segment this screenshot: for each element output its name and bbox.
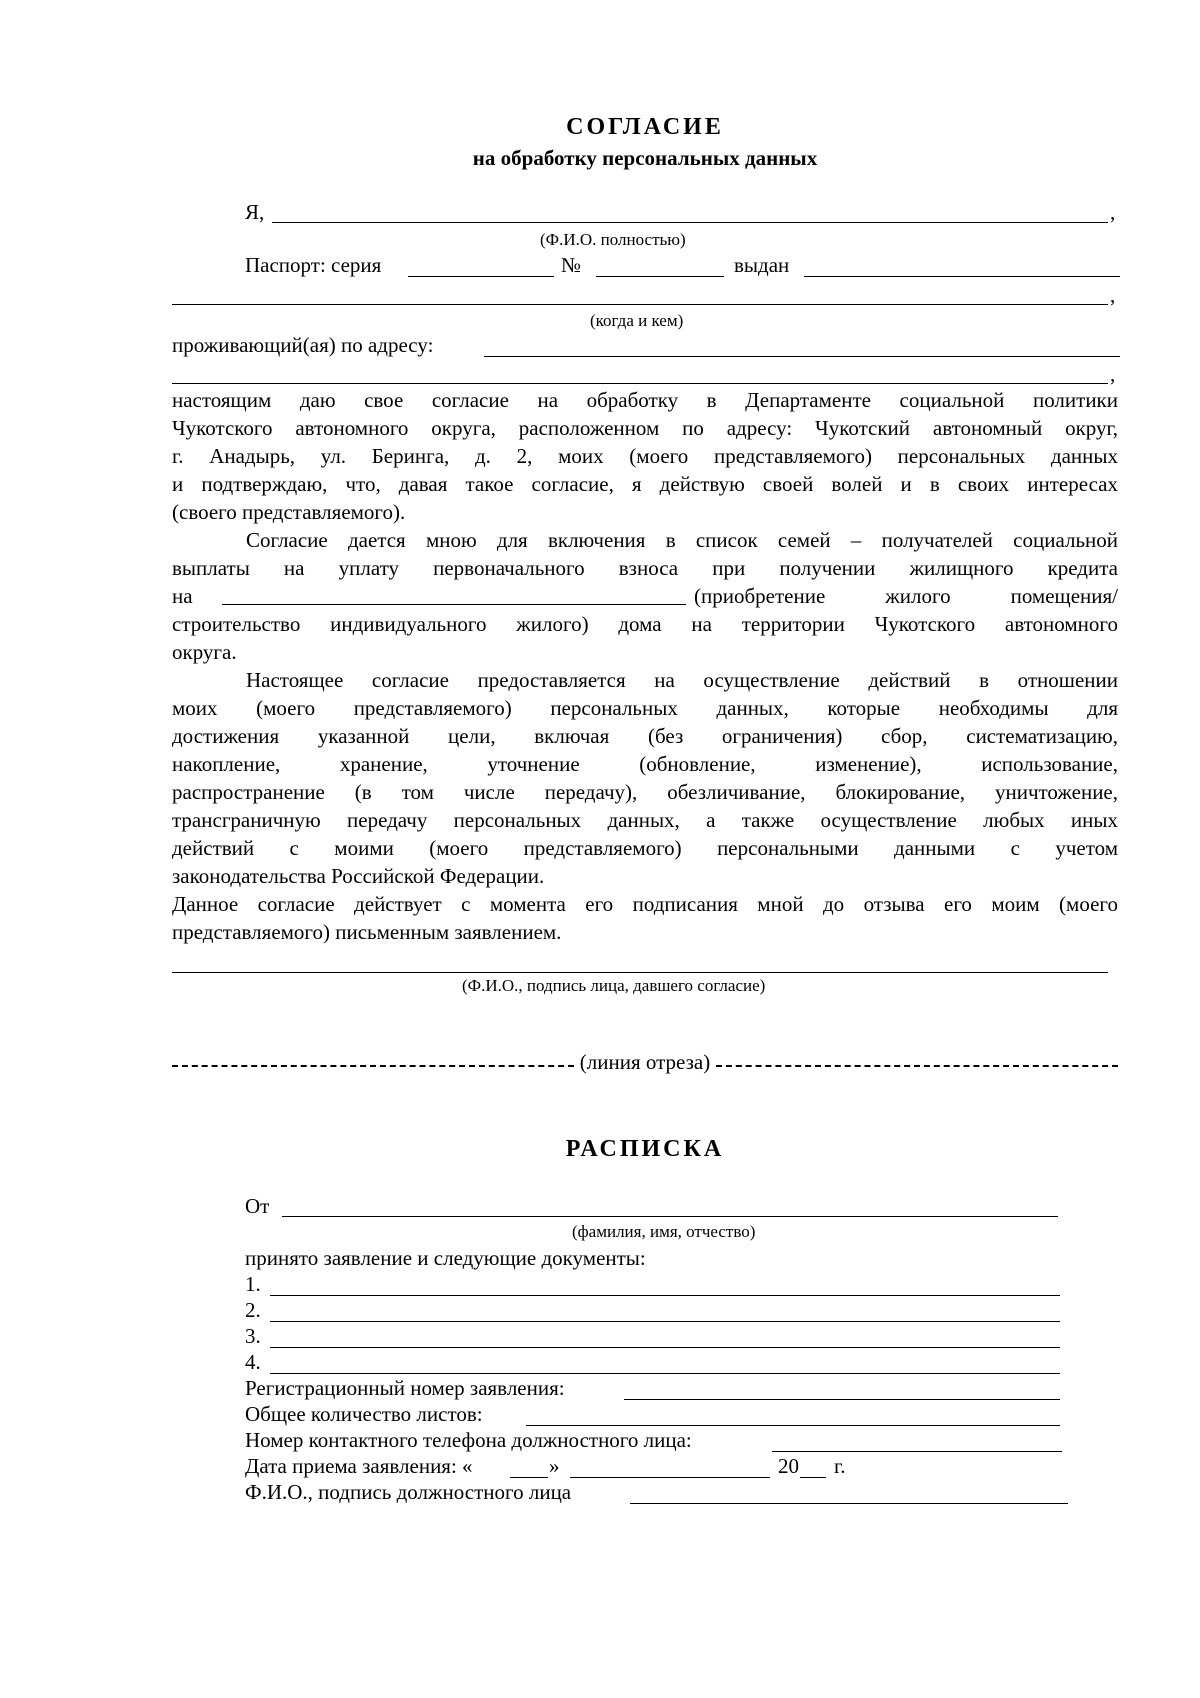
paragraph-line: настоящим даю свое согласие на обработку в Департаменте социальной политики <box>172 388 1118 412</box>
paragraph-line: строительство индивидуального жилого) дома на территории Чукотского автономного <box>172 612 1118 636</box>
sheets-field[interactable] <box>526 1425 1060 1426</box>
date-month-field[interactable] <box>570 1477 770 1478</box>
date-label: Дата приема заявления: « <box>245 1454 473 1478</box>
document-item-number: 2. <box>245 1298 261 1322</box>
paragraph-line: Данное согласие действует с момента его подписания мной до отзыва его моим (моего <box>172 892 1118 916</box>
comma-2: , <box>1110 283 1116 307</box>
document-item-number: 4. <box>245 1350 261 1374</box>
accepted-label: принято заявление и следующие документы: <box>245 1246 646 1270</box>
address-field[interactable] <box>484 356 1120 357</box>
receipt-title: РАСПИСКА <box>565 1136 725 1162</box>
paragraph-line: г. Анадырь, ул. Беринга, д. 2, моих (моего представляемого) персональных данных <box>172 444 1118 468</box>
i-label: Я, <box>245 200 265 224</box>
official-label: Ф.И.О., подпись должностного лица <box>245 1480 572 1504</box>
paragraph-line: (своего представляемого). <box>172 500 406 524</box>
paragraph-line: моих (моего представляемого) персональных данных, которые необходимы для <box>172 696 1118 720</box>
date-day-field[interactable] <box>510 1477 548 1478</box>
year-prefix: 20 <box>778 1454 799 1478</box>
paragraph-line-with-blank <box>172 582 1118 610</box>
official-signature-field[interactable] <box>630 1503 1068 1504</box>
consent-title: СОГЛАСИЕ <box>566 114 724 140</box>
paragraph-line: Согласие дается мною для включения в список семей – получателей социальной <box>246 528 1118 552</box>
reg-number-field[interactable] <box>624 1399 1060 1400</box>
consent-paragraph-4 <box>172 890 1118 946</box>
paragraph-line: действий с моими (моего представляемого) персональными данными с учетом <box>172 836 1118 860</box>
paragraph-line: накопление, хранение, уточнение (обновление, изменение), использование, <box>172 752 1118 776</box>
consent-paragraph-3 <box>172 666 1118 890</box>
paragraph-line: достижения указанной цели, включая (без ограничения) сбор, систематизацию, <box>172 724 1118 748</box>
after-blank-text: (приобретение жилого помещения/ <box>694 584 1118 608</box>
when-caption: (когда и кем) <box>590 311 684 330</box>
issued-field[interactable] <box>804 276 1120 277</box>
address-label: проживающий(ая) по адресу: <box>172 333 434 357</box>
from-field[interactable] <box>282 1216 1058 1217</box>
passport-number-label: № <box>561 253 582 277</box>
fio-field[interactable] <box>272 222 1108 223</box>
document-item-field-2[interactable] <box>270 1321 1060 1322</box>
document-item-field-1[interactable] <box>270 1295 1060 1296</box>
passport-label: Паспорт: серия <box>245 253 382 277</box>
from-label: От <box>245 1194 270 1218</box>
sheets-label: Общее количество листов: <box>245 1402 483 1426</box>
credit-purpose-field[interactable] <box>222 584 686 605</box>
comma-3: , <box>1110 362 1116 386</box>
document-item-number: 3. <box>245 1324 261 1348</box>
phone-field[interactable] <box>772 1451 1062 1452</box>
passport-number-field[interactable] <box>596 276 724 277</box>
consent-paragraph-2 <box>172 526 1118 666</box>
document-item-field-4[interactable] <box>270 1373 1060 1374</box>
signature-field[interactable] <box>172 972 1108 973</box>
cut-line-label: (линия отреза) <box>579 1050 711 1074</box>
paragraph-line: Чукотского автономного округа, расположенном по адресу: Чукотский автономный округ, <box>172 416 1118 440</box>
document-item-field-3[interactable] <box>270 1347 1060 1348</box>
date-close-quote: » <box>549 1454 560 1478</box>
issued-label: выдан <box>734 253 790 277</box>
document-item-number: 1. <box>245 1272 261 1296</box>
reg-number-label: Регистрационный номер заявления: <box>245 1376 565 1400</box>
cut-line <box>172 1050 1118 1075</box>
consent-paragraph-1 <box>172 386 1118 526</box>
paragraph-line: Настоящее согласие предоставляется на осуществление действий в отношении <box>246 668 1118 692</box>
year-suffix: г. <box>834 1454 846 1478</box>
fio-caption: (Ф.И.О. полностью) <box>540 230 686 249</box>
year-field[interactable] <box>800 1477 826 1478</box>
passport-series-field[interactable] <box>408 276 554 277</box>
consent-subtitle: на обработку персональных данных <box>472 146 818 170</box>
paragraph-line: законодательства Российской Федерации. <box>172 864 545 888</box>
paragraph-line: выплаты на уплату первоначального взноса при получении жилищного кредита <box>172 556 1118 580</box>
na-label: на <box>172 584 193 608</box>
paragraph-line: округа. <box>172 640 237 664</box>
cut-line-dashes-right <box>716 1065 1118 1067</box>
paragraph-line: трансграничную передачу персональных данных, а также осуществление любых иных <box>172 808 1118 832</box>
phone-label: Номер контактного телефона должностного лица: <box>245 1428 692 1452</box>
from-caption: (фамилия, имя, отчество) <box>572 1222 756 1241</box>
cut-line-dashes-left <box>172 1065 574 1067</box>
paragraph-line: представляемого) письменным заявлением. <box>172 920 562 944</box>
comma: , <box>1110 200 1116 224</box>
signature-caption: (Ф.И.О., подпись лица, давшего согласие) <box>462 976 766 995</box>
address-continue-field[interactable] <box>172 383 1108 384</box>
issued-continue-field[interactable] <box>172 304 1108 305</box>
paragraph-line: и подтверждаю, что, давая такое согласие, я действую своей волей и в своих интересах <box>172 472 1118 496</box>
paragraph-line: распространение (в том числе передачу), обезличивание, блокирование, уничтожение, <box>172 780 1118 804</box>
